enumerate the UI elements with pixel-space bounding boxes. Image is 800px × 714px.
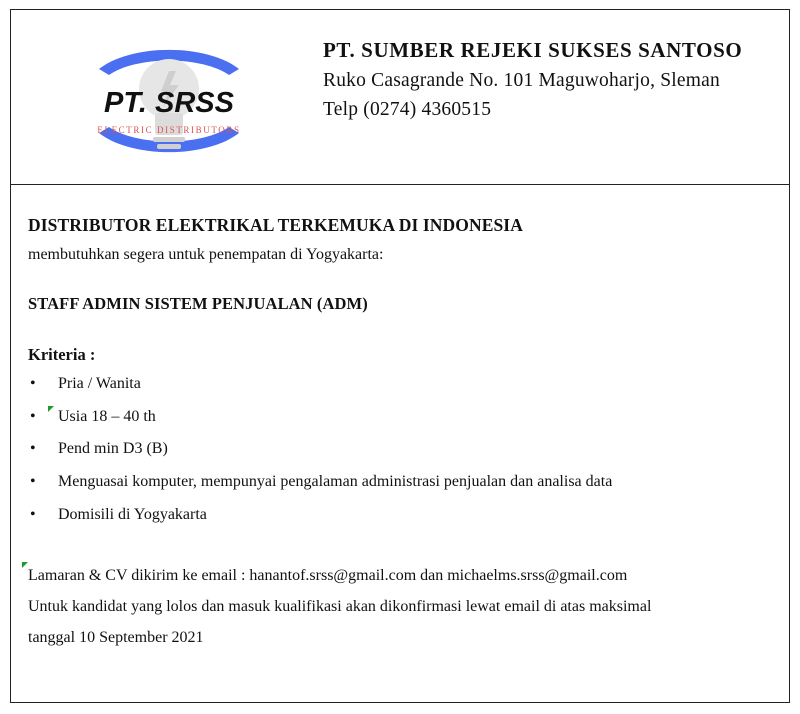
criteria-text: Usia 18 – 40 th [58,407,156,425]
bullet-icon: • [30,473,36,491]
criteria-text: Pend min D3 (B) [58,440,168,458]
bullet-icon: • [30,505,36,523]
comment-marker-icon [48,406,54,412]
letterhead [11,10,789,185]
logo-tagline: ELECTRIC DISTRIBUTORS [97,125,241,135]
bullet-icon: • [30,375,36,392]
company-info [323,38,793,128]
note-line-1: Untuk kandidat yang lolos dan masuk kualifikasi akan dikonfirmasi lewat email di atas maksimal [28,598,652,616]
bullet-icon: • [30,440,36,458]
criteria-text: Domisili di Yogyakarta [58,505,207,523]
note-line-2: tanggal 10 September 2021 [28,629,204,647]
application-text: Lamaran & CV dikirim ke email : hanantof.srss@gmail.com dan michaelms.srss@gmail.com [28,567,628,585]
logo-name: PT. SRSS [104,87,234,119]
application-info [28,567,778,660]
criteria-item [28,506,778,539]
company-address: Ruko Casagrande No. 101 Maguwoharjo, Sleman [323,70,720,91]
criteria-title: Kriteria : [28,345,96,364]
bullet-icon: • [30,407,36,425]
criteria-item [28,408,778,441]
criteria-text: Pria / Wanita [58,375,141,392]
company-phone: Telp (0274) 4360515 [323,99,492,120]
comment-marker-icon [22,562,28,568]
criteria-item [28,440,778,473]
position-title: STAFF ADMIN SISTEM PENJUALAN (ADM) [28,294,368,313]
criteria-text: Menguasai komputer, mempunyai pengalaman administrasi penjualan dan analisa data [58,473,613,491]
criteria-list [28,375,778,538]
criteria-item [28,375,778,408]
ad-subheadline: membutuhkan segera untuk penempatan di Yogyakarta: [28,246,384,263]
ad-headline: DISTRIBUTOR ELEKTRIKAL TERKEMUKA DI INDONESIA [28,215,523,235]
ad-body [28,215,778,660]
job-ad-frame [10,9,790,703]
criteria-item [28,473,778,506]
application-line [28,567,778,598]
company-logo [69,27,269,167]
company-name: PT. SUMBER REJEKI SUKSES SANTOSO [323,38,743,62]
